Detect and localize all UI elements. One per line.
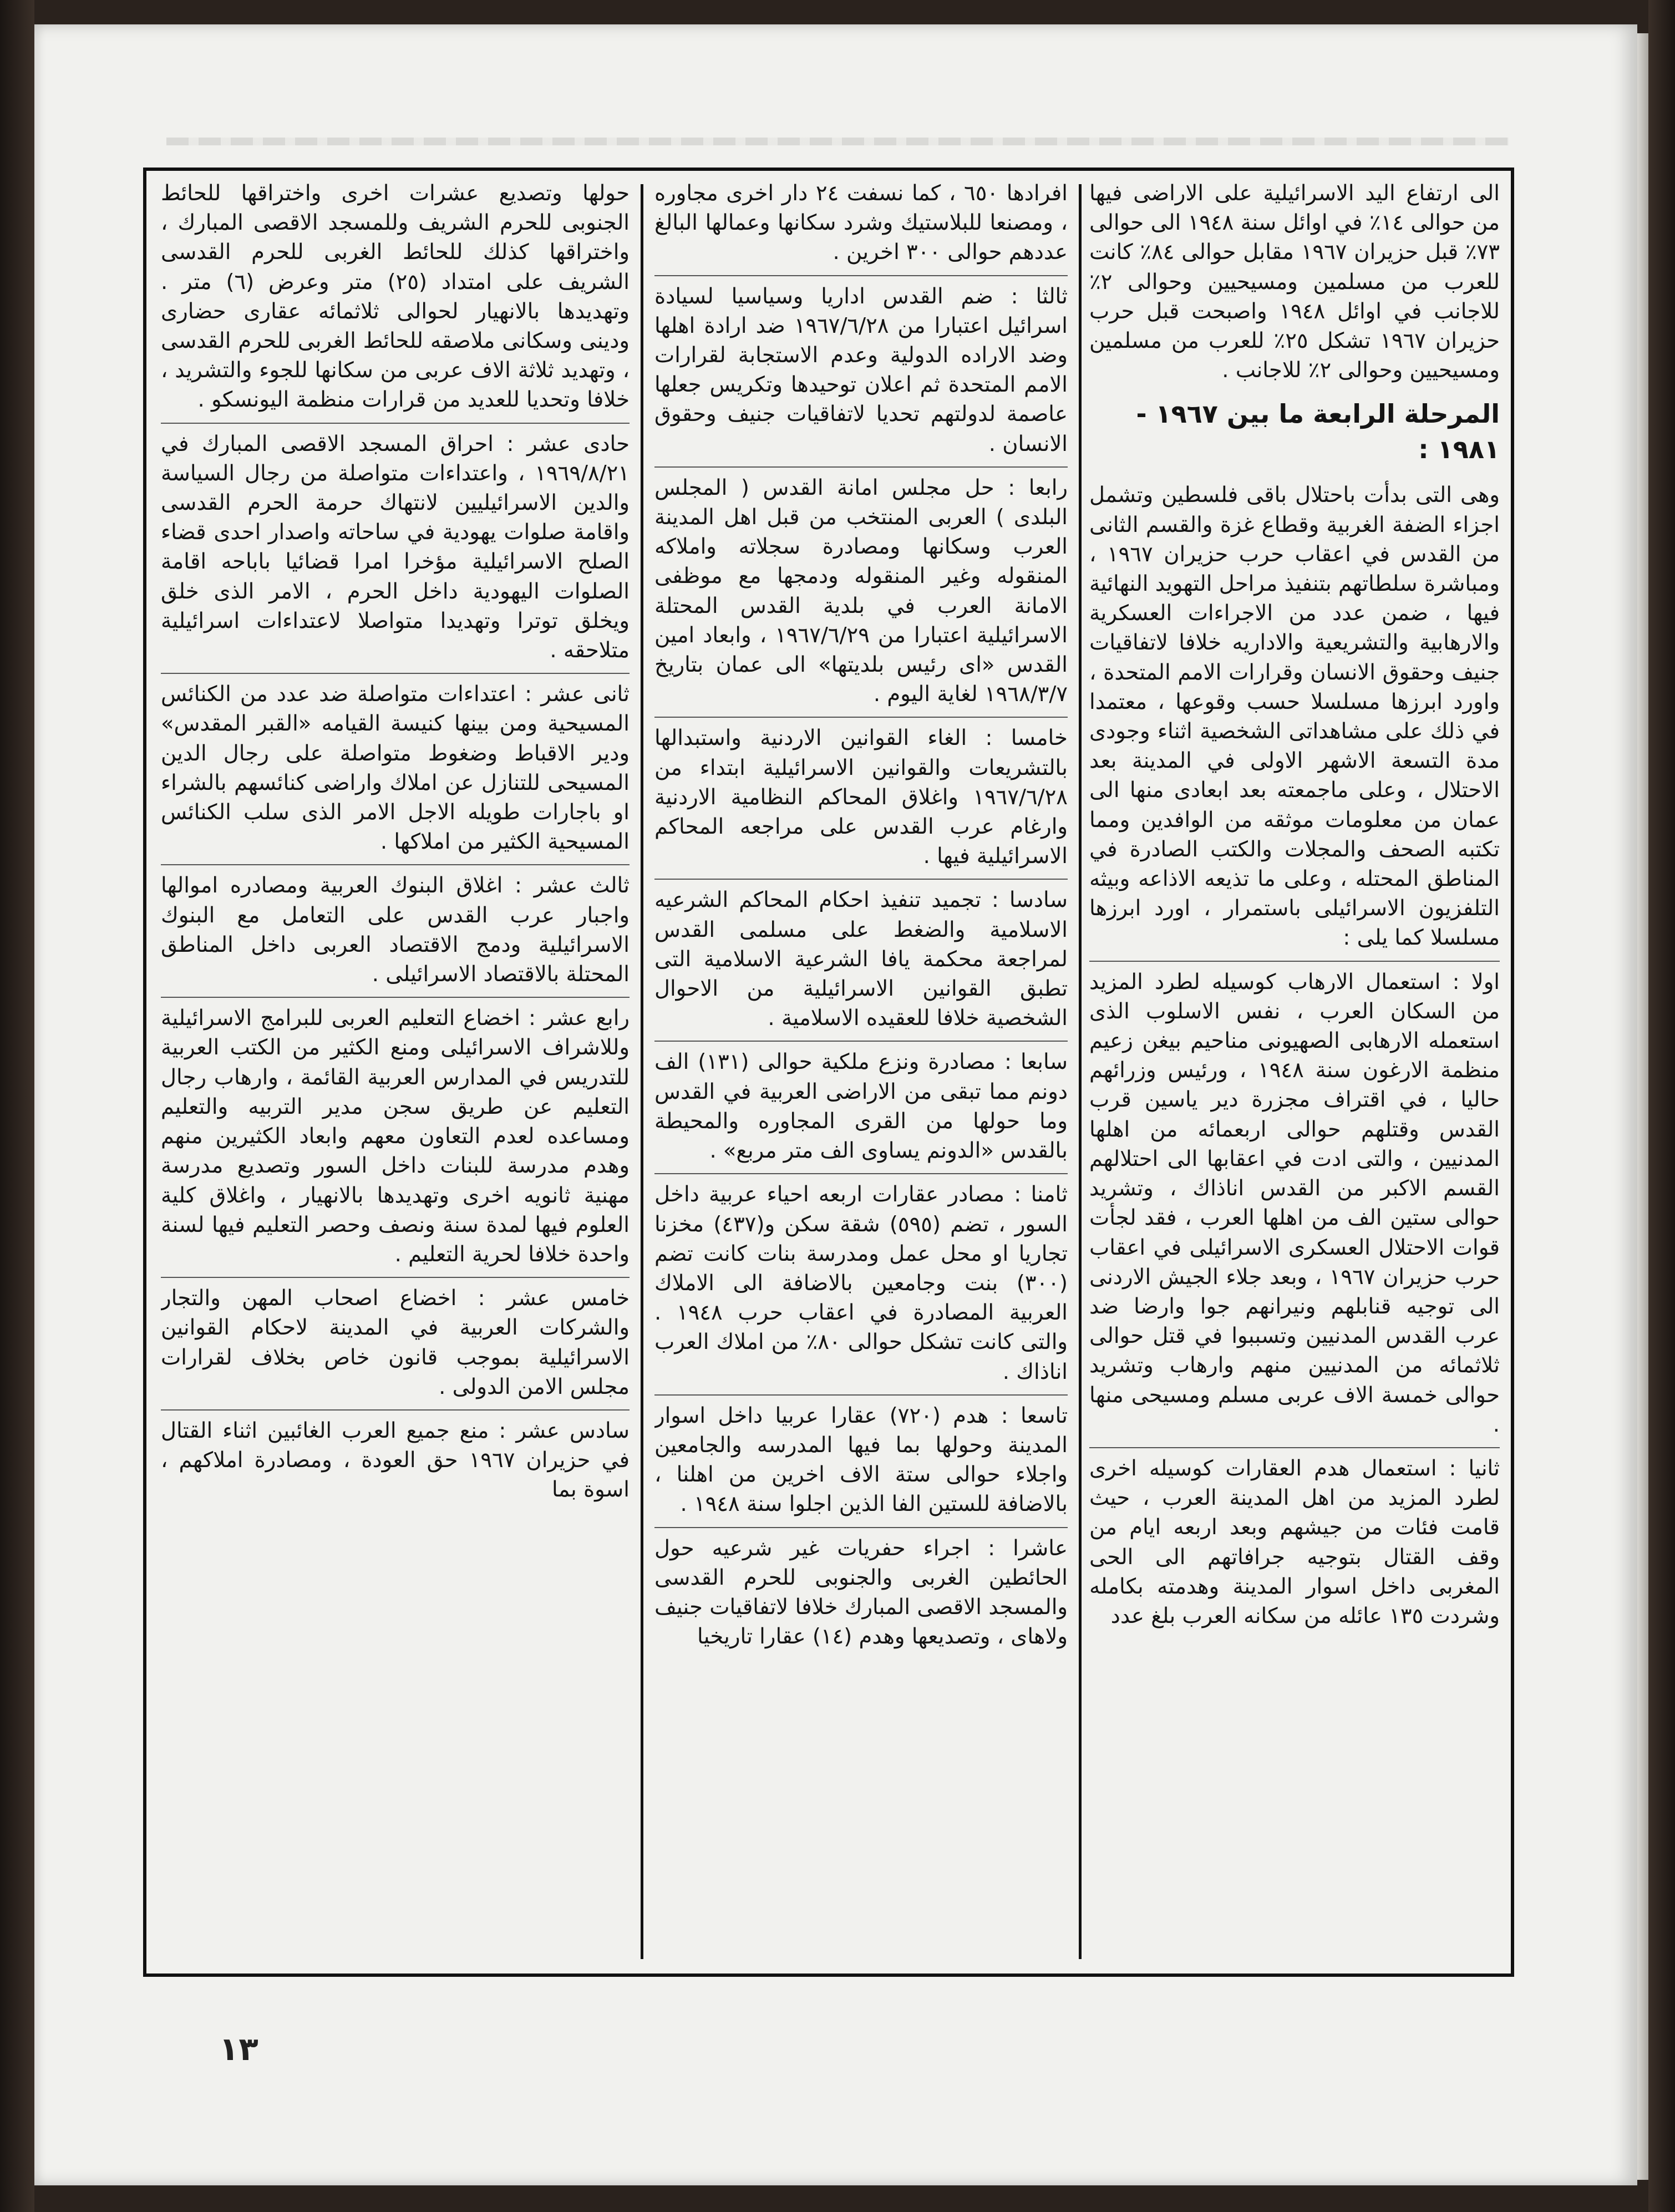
paragraph-seventh: سابعا : مصادرة ونزع ملكية حوالى (١٣١) الف دونم مما تبقى من الاراضى العربية في القدس وما حولها من القرى المجاوره والمحيطة بالقدس «الدونم يساوى الف متر مربع» . xyxy=(654,1041,1068,1165)
paragraph-fifteenth: خامس عشر : اخضاع اصحاب المهن والتجار والشركات العربية في المدينة لاحكام القوانين الاسرائيلية بموجب قانون خاص بخلاف لقرارات مجلس الامن الدولى . xyxy=(161,1277,630,1402)
paragraph-fourth: رابعا : حل مجلس امانة القدس ( المجلس البلدى ) العربى المنتخب من قبل اهل المدينة العرب وسكانها ومصادرة سجلاته واملاكه المنقوله وغير المنقوله ودمجها مع موظفى الامانة العرب في بلدية القدس المحتلة الاسرائيلية اعتبارا من ١٩٦٧/٦/٢٩ ، وابعاد امين القدس «اى رئيس بلديتها» الى عمان بتاريخ ١٩٦٨/٣/٧ لغاية اليوم . xyxy=(654,466,1068,709)
paragraph-eleventh: حادى عشر : احراق المسجد الاقصى المبارك في ١٩٦٩/٨/٢١ ، واعتداءات متواصلة من رجال السياسة والدين الاسرائيليين لانتهاك حرمة الحرم القدسى واقامة صلوات يهودية في ساحاته واصدار احدى قضاء الصلح الاسرائيلية مؤخرا امرا قضائيا باباحه اقامة الصلوات اليهودية داخل الحرم ، الامر الذى خلق ويخلق توترا وتهديدا متواصلا لاعتداءات اسرائيلية متلاحقه . xyxy=(161,423,630,666)
column-middle xyxy=(654,179,1068,1967)
paragraph-first: اولا : استعمال الارهاب كوسيله لطرد المزيد من السكان العرب ، نفس الاسلوب الذى استعمله الارهابى الصهيونى مناحيم بيغن زعيم منظمة الارغون سنة ١٩٤٨ ، ورئيس وزرائهم حاليا ، في اقتراف مجزرة دير ياسين قرب القدس وقتلهم حوالى اربعمائه من اهلها المدنيين ، والتى ادت في اعقابها الى احتلالهم القسم الاكبر من القدس اناذاك ، وتشريد حوالى ستين الف من اهلها العرب ، فقد لجأت قوات الاحتلال العسكرى الاسرائيلى في اعقاب حرب حزيران ١٩٦٧ ، وبعد جلاء الجيش الاردنى الى توجيه قنابلهم ونيرانهم جوا وارضا ضد عرب القدس المدنيين وتسببوا في قتل حوالى ثلاثمائه من المدنيين منهم وارهاب وتشريد حوالى خمسة الاف عربى مسلم ومسيحى منها . xyxy=(1089,961,1500,1439)
column-right xyxy=(1089,179,1500,1967)
paragraph-fourteenth: رابع عشر : اخضاع التعليم العربى للبرامج الاسرائيلية وللاشراف الاسرائيلى ومنع الكثير من الكتب العربية للتدريس في المدارس العربية القائمة ، وارهاب رجال التعليم عن طريق سجن مدير التربيه والتعليم ومساعده لعدم التعاون معهم وابعاد الكثيرين منهم وهدم مدرسة للبنات داخل السور وتصديع مدرسة مهنية ثانويه اخرى وتهديدها بالانهيار ، واغلاق كلية العلوم فيها لمدة سنة ونصف وحصر التعليم فيها لسنة واحدة خلافا لحرية التعليم . xyxy=(161,997,630,1269)
paragraph-tenth: عاشرا : اجراء حفريات غير شرعيه حول الحائطين الغربى والجنوبى للحرم القدسى والمسجد الاقصى المبارك خلافا لاتفاقيات جنيف ولاهاى ، وتصديعها وهدم (١٤) عقارا تاريخيا xyxy=(654,1527,1068,1652)
paragraph-third: ثالثا : ضم القدس اداريا وسياسيا لسيادة اسرائيل اعتبارا من ١٩٦٧/٦/٢٨ ضد ارادة اهلها وضد الاراده الدولية وعدم الاستجابة لقرارات الامم المتحدة ثم اعلان توحيدها وتكريس جعلها عاصمة لدولتهم تحديا لاتفاقيات جنيف وحقوق الانسان . xyxy=(654,275,1068,459)
paragraph-intro: الى ارتفاع اليد الاسرائيلية على الاراضى فيها من حوالى ١٤٪ في اوائل سنة ١٩٤٨ الى حوالى ٧٣٪ قبل حزيران ١٩٦٧ مقابل حوالى ٨٤٪ كانت للعرب من مسلمين ومسيحيين وحوالى ٢٪ للاجانب في اوائل ١٩٤٨ واصبحت قبل حرب حزيران ١٩٦٧ تشكل ٢٥٪ للعرب من مسلمين ومسيحيين وحوالى ٢٪ للاجانب . xyxy=(1089,181,1500,383)
show-through-rule xyxy=(166,138,1509,145)
paragraph-eighth: ثامنا : مصادر عقارات اربعه احياء عربية داخل السور ، تضم (٥٩٥) شقة سكن و(٤٣٧) مخزنا تجاريا او محل عمل ومدرسة بنات كانت تضم (٣٠٠) بنت وجامعين بالاضافة الى الاملاك العربية المصادرة في اعقاب حرب ١٩٤٨ . والتى كانت تشكل حوالى ٨٠٪ من املاك العرب اناذاك . xyxy=(654,1173,1068,1386)
page-edge xyxy=(1637,33,1648,2180)
page-number: ١٣ xyxy=(219,2030,258,2068)
binder-rail-right xyxy=(1648,0,1675,2212)
paragraph-sixteenth: سادس عشر : منع جميع العرب الغائبين اثناء القتال في حزيران ١٩٦٧ حق العودة ، ومصادرة املاكهم ، اسوة بما xyxy=(161,1409,630,1505)
paragraph-sixth: سادسا : تجميد تنفيذ احكام المحاكم الشرعيه الاسلامية والضغط على مسلمى القدس لمراجعة محكمة يافا الشرعية الاسلامية التى تطبق القوانين الاسرائيلية من الاحوال الشخصية خلافا للعقيده الاسلامية . xyxy=(654,879,1068,1033)
paragraph-thirteenth: ثالث عشر : اغلاق البنوك العربية ومصادره اموالها واجبار عرب القدس على التعامل مع البنوك الاسرائيلية ودمج الاقتصاد العربى داخل المناطق المحتلة بالاقتصاد الاسرائيلى . xyxy=(161,864,630,989)
paragraph-fifth: خامسا : الغاء القوانين الاردنية واستبدالها بالتشريعات والقوانين الاسرائيلية ابتداء من ١٩٦٧/٦/٢٨ واغلاق المحاكم النظامية الاردنية وارغام عرب القدس على مراجعه المحاكم الاسرائيلية فيها . xyxy=(654,717,1068,871)
column-left xyxy=(161,179,630,1967)
column-divider-left xyxy=(641,184,643,1959)
paragraph-twelfth: ثانى عشر : اعتداءات متواصلة ضد عدد من الكنائس المسيحية ومن بينها كنيسة القيامه «القبر المقدس» ودير الاقباط وضغوط متواصلة على رجال الدين المسيحى للتنازل عن املاك واراضى كنائسهم بالشراء او باجارات طويله الاجل الامر الذى سلب الكنائس المسيحية الكثير من املاكها . xyxy=(161,673,630,856)
paragraph-continuation-left: حولها وتصديع عشرات اخرى واختراقها للحائط الجنوبى للحرم الشريف وللمسجد الاقصى المبارك ، واختراقها كذلك للحائط الغربى للحرم القدسى الشريف على امتداد (٢٥) متر وعرض (٦) متر . وتهديدها بالانهيار لحوالى ثلاثمائه عقارى حضارى ودينى وسكانى ملاصقه للحائط الغربى للحرم القدسى ، وتهديد ثلاثة الاف عربى من سكانها للجوء والتشريد ، خلافا وتحديا للعديد من قرارات منظمة اليونسكو . xyxy=(161,181,630,413)
binder-rail-left xyxy=(0,0,34,2212)
column-divider-right xyxy=(1079,184,1082,1959)
paragraph-ninth: تاسعا : هدم (٧٢٠) عقارا عربيا داخل اسوار المدينة وحولها بما فيها المدرسه والجامعين واجلاء حوالى ستة الاف اخرين من اهلنا ، بالاضافة للستين الفا الذين اجلوا سنة ١٩٤٨ . xyxy=(654,1394,1068,1519)
paragraph-body: وهى التى بدأت باحتلال باقى فلسطين وتشمل اجزاء الضفة الغربية وقطاع غزة والقسم الثانى من القدس في اعقاب حرب حزيران ١٩٦٧ ، ومباشرة سلطاتهم بتنفيذ مراحل التهويد النهائية فيها ، ضمن عدد من الاجراءات العسكرية والارهابية والتشريعية والاداريه خلافا لاتفاقيات جنيف وحقوق الانسان وقرارات الامم المتحدة ، واورد ابرزها مسلسلا حسب وقوعها ، معتمدا في ذلك على مشاهداتى الشخصية اثناء وجودى مدة التسعة الاشهر الاولى في المدينة بعد الاحتلال ، وعلى ماجمعته بعد ابعادى منها الى عمان من معلومات موثقه من الوافدين ومما تكتبه الصحف والمجلات والكتب الصادرة في المناطق المحتله ، وعلى ما تذيعه الاذاعه وبيثه التلفزيون الاسرائيلى باستمرار ، اورد ابرزها مسلسلا كما يلى : xyxy=(1089,483,1500,951)
paragraph-second: ثانيا : استعمال هدم العقارات كوسيله اخرى لطرد المزيد من اهل المدينة العرب ، حيث قامت فئات من جيشهم وبعد اربعه ايام من وقف القتال بتوجيه جرافاتهم الى الحى المغربى داخل اسوار المدينة وهدمته بكامله وشردت ١٣٥ عائله من سكانه العرب بلغ عدد xyxy=(1089,1447,1500,1631)
paragraph-continuation: افرادها ٦٥٠ ، كما نسفت ٢٤ دار اخرى مجاوره ، ومصنعا للبلاستيك وشرد سكانها وعمالها البالغ عددهم حوالى ٣٠٠ اخرين . xyxy=(654,181,1068,265)
section-heading: المرحلة الرابعة ما بين ١٩٦٧ - ١٩٨١ : xyxy=(1136,399,1500,465)
